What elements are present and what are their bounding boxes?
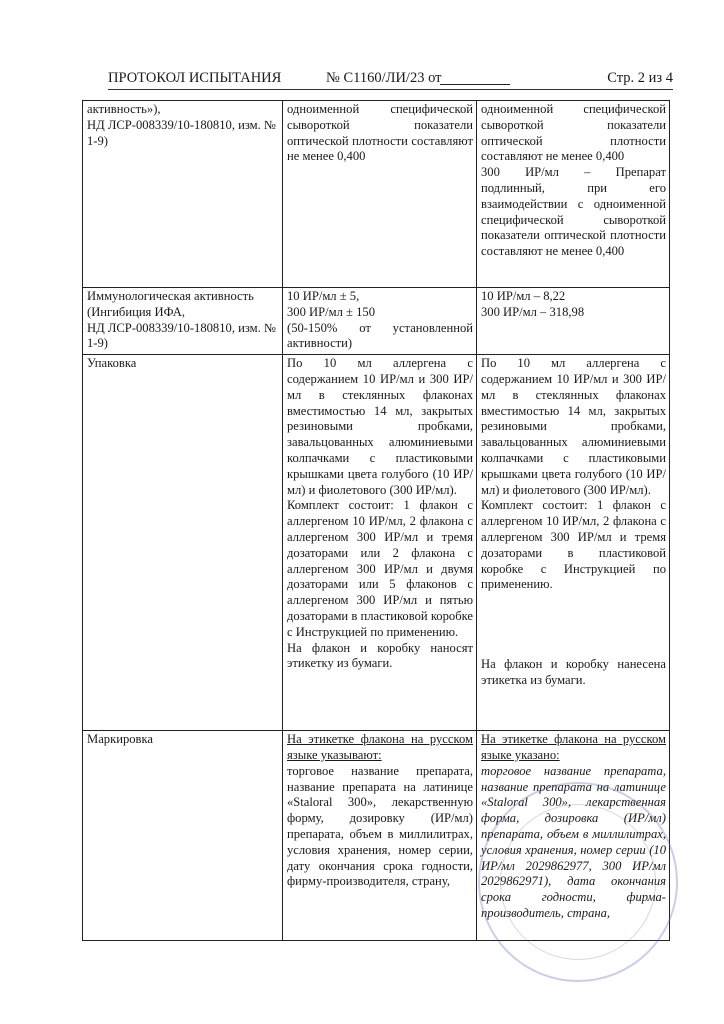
header-rule (108, 89, 673, 90)
result-text: одноименной специфической сывороткой показатели оптической плотности составляют не менее 0,400 (481, 102, 666, 164)
test-results-table (82, 100, 670, 941)
result-text: По 10 мл аллергена с содержанием 10 ИР/мл и 300 ИР/мл в стеклянных флаконах вместимостью 14 мл, закрытых резиновыми пробками, завальцованных алюминиевыми колпачками с пластиковыми крышками цвета голубого (10 ИР/мл) и фиолетового (300 ИР/мл). (481, 356, 666, 497)
requirement-cell (283, 355, 477, 731)
requirement-text: одноименной специфической сывороткой показатели оптической плотности составляют не менее 0,400 (287, 102, 473, 164)
parameter-line: активность»), (87, 102, 161, 116)
parameter-line: Иммунологическая активность (87, 289, 254, 303)
label-heading: На этикетке флакона на русском языке указывают: (287, 732, 473, 762)
requirement-line: 300 ИР/мл ± 150 (287, 304, 375, 319)
result-cell (477, 101, 670, 288)
spacer (481, 641, 666, 657)
protocol-number: № С1160/ЛИ/23 от (326, 70, 442, 86)
page-counter: Стр. 2 из 4 (607, 70, 673, 86)
table-row (83, 101, 670, 288)
requirement-line: (50-150% от установленной активности) (287, 320, 473, 351)
result-text: Комплект состоит: 1 флакон с аллергеном 10 ИР/мл, 2 флакона с аллергеном 300 ИР/мл и тремя дозаторами в пластиковой коробке с Инструкцией по применению. (481, 498, 666, 592)
parameter-cell (83, 101, 283, 288)
result-text: 300 ИР/мл – Препарат подлинный, при его взаимодействии с одноименной специфической сывороткой показатели оптической плотности составляют не менее 0,400 (481, 165, 666, 259)
requirement-cell (283, 731, 477, 941)
table-row (83, 355, 670, 731)
result-text: торговое название препарата, название препарата на латинице «Staloral 300», лекарственная форма, дозировка (ИР/мл) препарата, объем в миллилитрах, условия хранения, номер серии (10 ИР/мл 2029862977, 300 ИР/мл 2029862971), дата окончания срока годности, фирма-производитель, страна, (481, 763, 666, 920)
requirement-text: По 10 мл аллергена с содержанием 10 ИР/мл и 300 ИР/мл в стеклянных флаконах вместимостью 14 мл, закрытых резиновыми пробками, завальцованных алюминиевыми колпачками с пластиковыми крышками цвета голубого (10 ИР/мл) и фиолетового (300 ИР/мл). (287, 356, 473, 497)
requirement-text: торговое название препарата, название препарата на латинице «Staloral 300», лекарственную форму, дозировку (ИР/мл) препарата, объем в миллилитрах, условия хранения, номер серии, дату окончания срока годности, фирму-производителя, страну, (287, 763, 473, 889)
parameter-line: НД ЛСР-008339/10-180810, изм. № 1-9) (87, 117, 276, 148)
date-blank-line (440, 84, 510, 85)
table-row (83, 731, 670, 941)
table-row (83, 288, 670, 355)
page-header (108, 70, 673, 92)
requirement-cell (283, 288, 477, 355)
result-cell (477, 731, 670, 941)
result-text: На флакон и коробку нанесена этикетка из бумаги. (481, 657, 666, 687)
parameter-cell (83, 288, 283, 355)
result-cell (477, 288, 670, 355)
result-cell (477, 355, 670, 731)
parameter-line: (Ингибиция ИФА, (87, 304, 185, 319)
requirement-text: На флакон и коробку наносят этикетку из бумаги. (287, 640, 473, 671)
spacer (481, 609, 666, 625)
label-heading: На этикетке флакона на русском языке указано: (481, 732, 666, 762)
parameter-cell: Упаковка (83, 355, 283, 731)
protocol-title: ПРОТОКОЛ ИСПЫТАНИЯ (108, 70, 282, 86)
parameter-cell: Маркировка (83, 731, 283, 941)
spacer (481, 625, 666, 641)
requirement-text: Комплект состоит: 1 флакон с аллергеном 10 ИР/мл, 2 флакона с аллергеном 300 ИР/мл и тремя дозаторами или 2 флакона с аллергеном 300 ИР/мл и двумя дозаторами или 5 флаконов с аллергеном 300 ИР/мл и пятью дозаторами в пластиковой коробке с Инструкцией по применению. (287, 498, 473, 639)
parameter-line: НД ЛСР-008339/10-180810, изм. № 1-9) (87, 320, 276, 351)
requirement-cell (283, 101, 477, 288)
result-line: 10 ИР/мл – 8,22 (481, 289, 566, 303)
result-line: 300 ИР/мл – 318,98 (481, 304, 585, 319)
spacer (481, 593, 666, 609)
requirement-line: 10 ИР/мл ± 5, (287, 289, 360, 303)
